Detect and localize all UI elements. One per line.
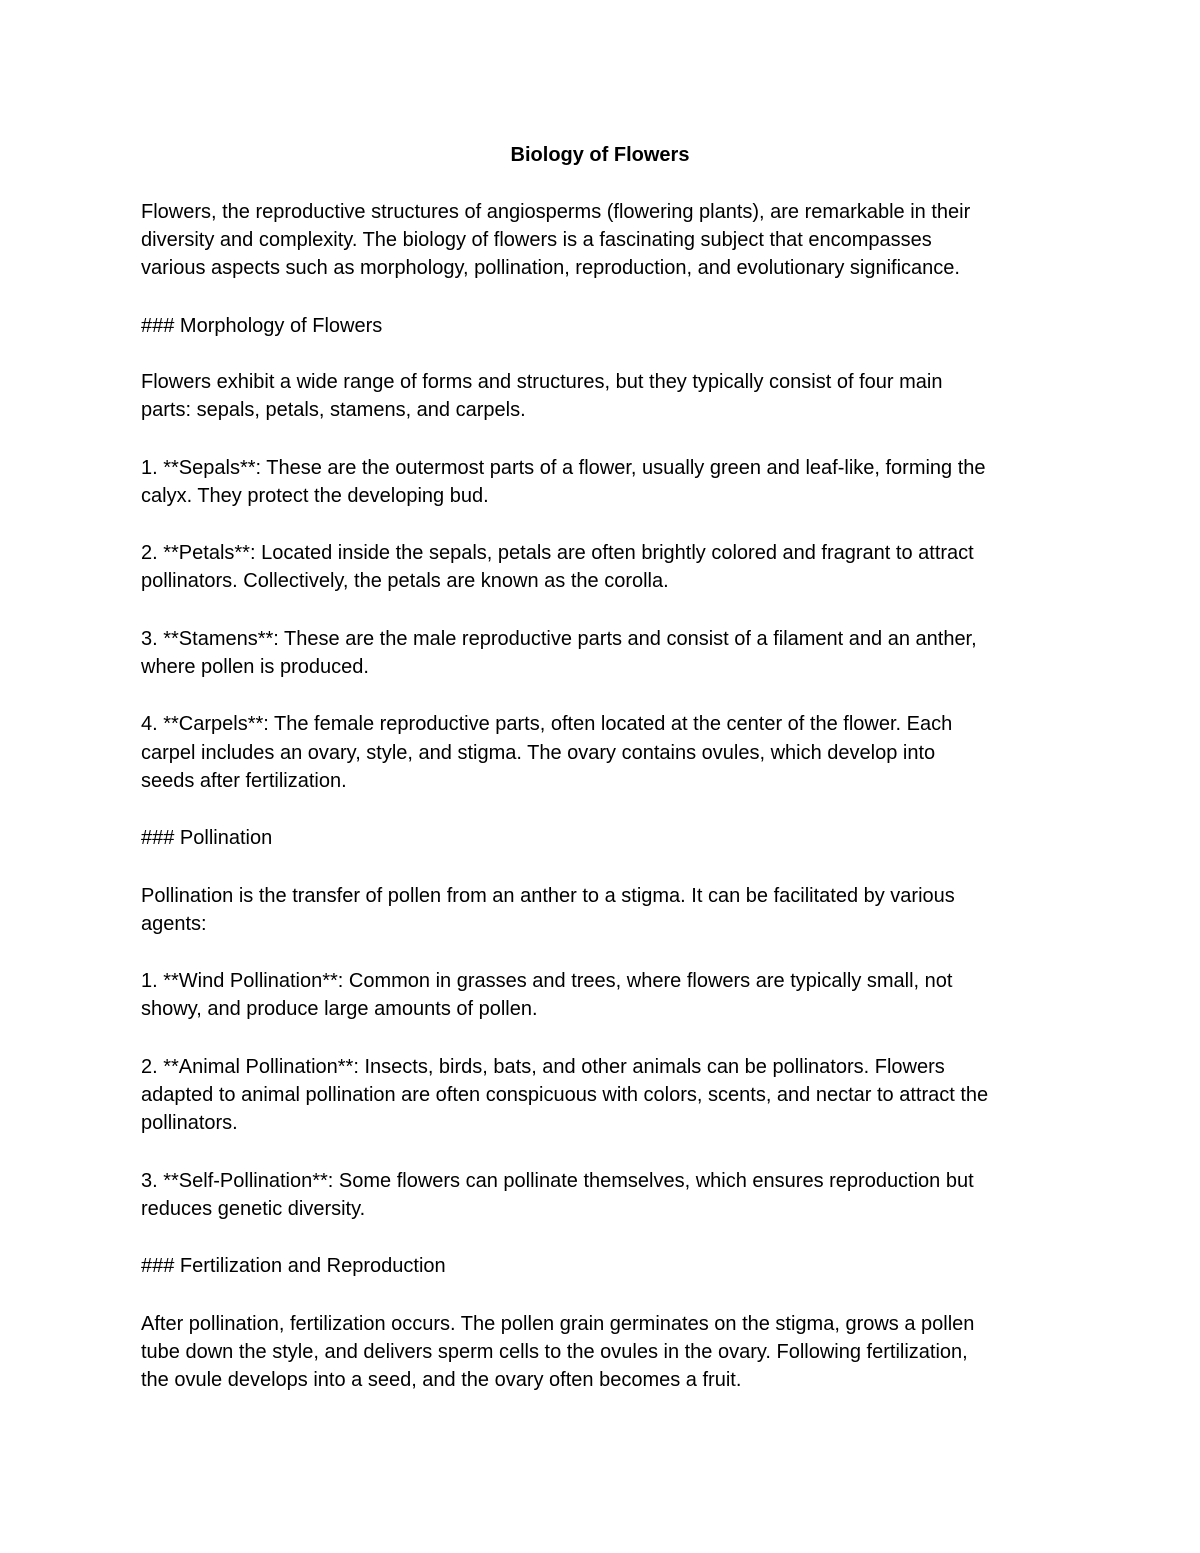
carpels-line-3: seeds after fertilization. bbox=[141, 770, 347, 792]
fertilization-line-3: the ovule develops into a seed, and the ovary often becomes a fruit. bbox=[141, 1369, 742, 1391]
wind-line-2: showy, and produce large amounts of pollen. bbox=[141, 998, 538, 1020]
intro-line-2: diversity and complexity. The biology of flowers is a fascinating subject that encompasses bbox=[141, 229, 932, 251]
animal-line-1: 2. **Animal Pollination**: Insects, birds, bats, and other animals can be pollinators. Flowers bbox=[141, 1056, 945, 1078]
self-line-2: reduces genetic diversity. bbox=[141, 1198, 366, 1220]
stamens-line-1: 3. **Stamens**: These are the male reproductive parts and consist of a filament and an anther, bbox=[141, 628, 977, 650]
carpels-line-2: carpel includes an ovary, style, and stigma. The ovary contains ovules, which develop into bbox=[141, 742, 936, 764]
animal-line-3: pollinators. bbox=[141, 1112, 238, 1134]
pollination-line-1: Pollination is the transfer of pollen from an anther to a stigma. It can be facilitated by various bbox=[141, 885, 955, 907]
document-title: Biology of Flowers bbox=[510, 144, 690, 166]
petals-line-2: pollinators. Collectively, the petals are known as the corolla. bbox=[141, 570, 669, 592]
heading-fertilization: ### Fertilization and Reproduction bbox=[141, 1255, 446, 1277]
sepals-line-1: 1. **Sepals**: These are the outermost parts of a flower, usually green and leaf-like, forming the bbox=[141, 457, 986, 479]
intro-line-3: various aspects such as morphology, pollination, reproduction, and evolutionary significance. bbox=[141, 257, 960, 279]
petals-line-1: 2. **Petals**: Located inside the sepals, petals are often brightly colored and fragrant to attract bbox=[141, 542, 974, 564]
fertilization-line-1: After pollination, fertilization occurs. The pollen grain germinates on the stigma, grows a pollen bbox=[141, 1313, 975, 1335]
animal-line-2: adapted to animal pollination are often conspicuous with colors, scents, and nectar to attract the bbox=[141, 1084, 989, 1106]
self-line-1: 3. **Self-Pollination**: Some flowers can pollinate themselves, which ensures reproduction but bbox=[141, 1170, 974, 1192]
sepals-line-2: calyx. They protect the developing bud. bbox=[141, 485, 489, 507]
fertilization-line-2: tube down the style, and delivers sperm cells to the ovules in the ovary. Following fertilization, bbox=[141, 1341, 968, 1363]
heading-pollination: ### Pollination bbox=[141, 827, 273, 849]
intro-line-1: Flowers, the reproductive structures of angiosperms (flowering plants), are remarkable in their bbox=[141, 201, 971, 223]
carpels-line-1: 4. **Carpels**: The female reproductive parts, often located at the center of the flower. Each bbox=[141, 713, 953, 735]
morphology-line-2: parts: sepals, petals, stamens, and carpels. bbox=[141, 399, 526, 421]
stamens-line-2: where pollen is produced. bbox=[141, 656, 369, 678]
morphology-line-1: Flowers exhibit a wide range of forms and structures, but they typically consist of four main bbox=[141, 371, 943, 393]
wind-line-1: 1. **Wind Pollination**: Common in grasses and trees, where flowers are typically small, not bbox=[141, 970, 953, 992]
heading-morphology: ### Morphology of Flowers bbox=[141, 315, 383, 337]
pollination-line-2: agents: bbox=[141, 913, 207, 935]
